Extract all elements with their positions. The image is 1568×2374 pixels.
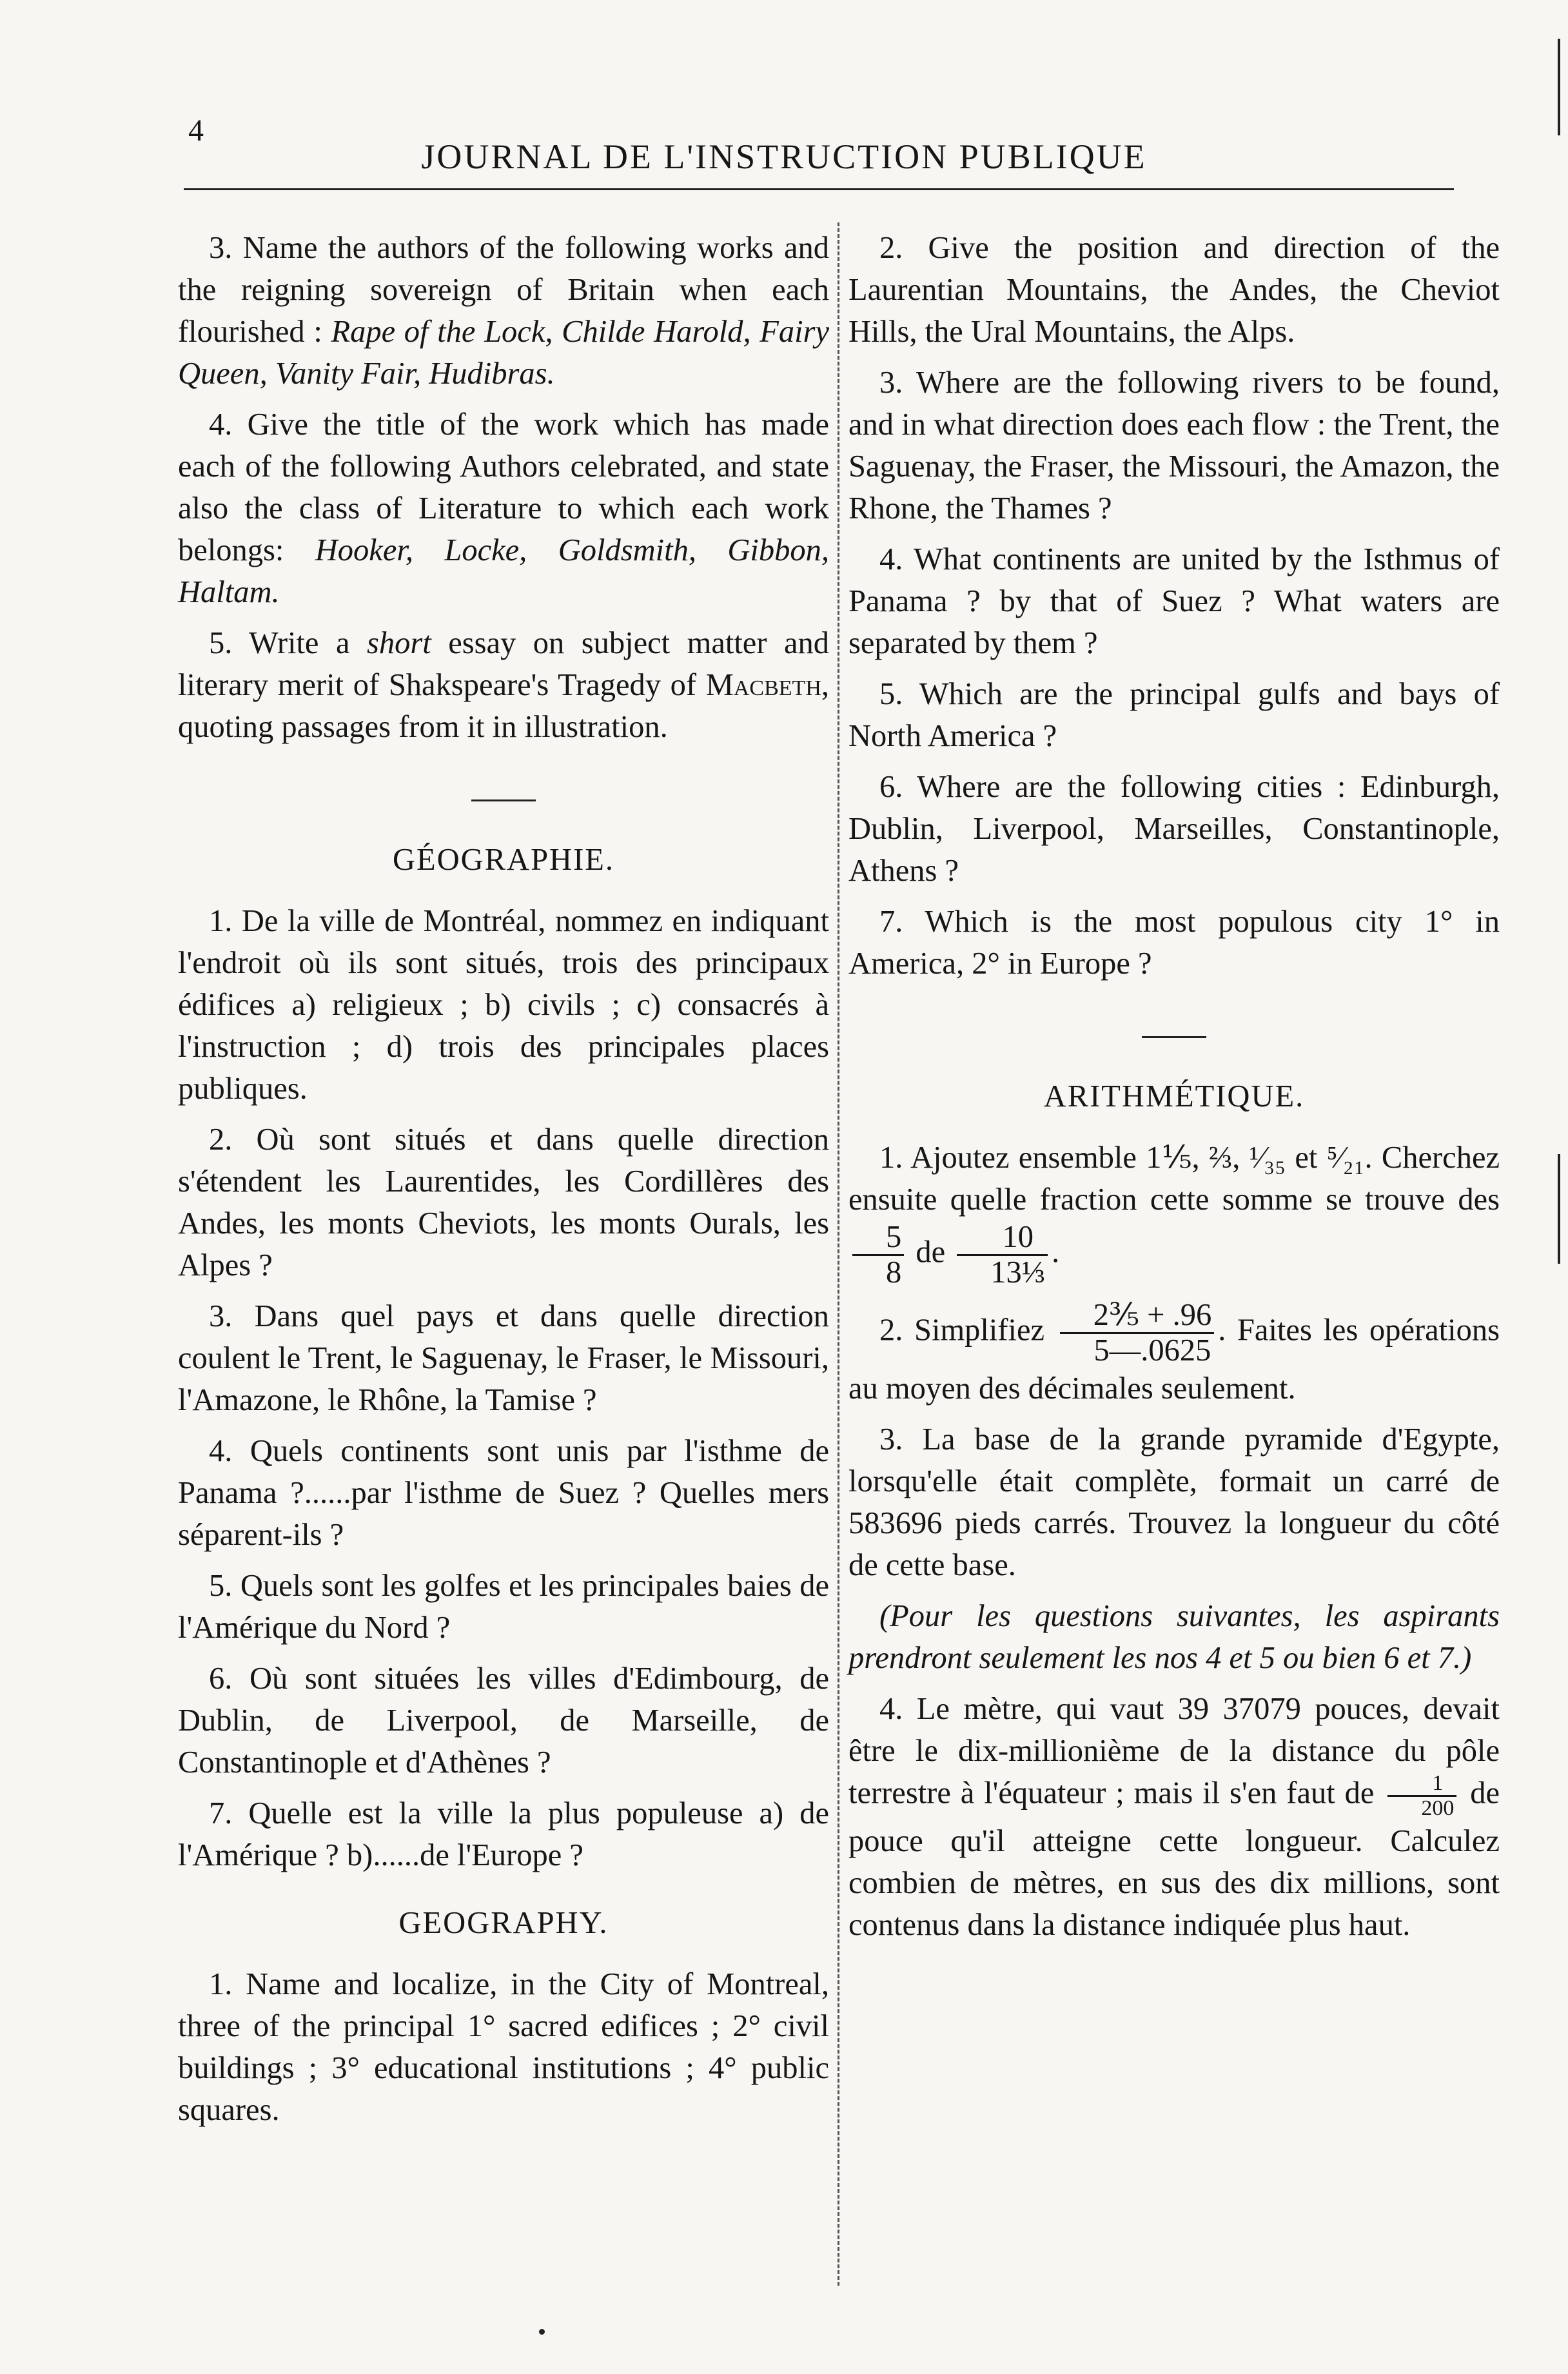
geography-question-2: 2. Give the position and direction of the Laurentian Mountains, the Andes, the Cheviot Hills, the Ural Mountains, the Alps.: [848, 231, 1500, 349]
geography-question-1: 1. Name and localize, in the City of Montreal, three of the principal 1° sacred edifices ; 2° civil buildings ; 3° educational institutions ; 4° public squares.: [178, 1967, 829, 2127]
geographie-question-7: 7. Quelle est la ville la plus populeuse a) de l'Amérique ? b)......de l'Europe ?: [178, 1796, 829, 1872]
geography-question-5: 5. Which are the principal gulfs and bays of North America ?: [848, 677, 1500, 753]
fraction: $\frac{5}{8}$: [852, 1221, 904, 1290]
geographie-question-3: 3. Dans quel pays et dans quelle direction coulent le Trent, le Saguenay, le Fraser, le Missouri, l'Amazone, le Rhône, la Tamise ?: [178, 1299, 829, 1417]
arithmetique-heading: ARITHMÉTIQUE.: [1043, 1079, 1305, 1113]
geographie-question-6: 6. Où sont situées les villes d'Edimbourg, de Dublin, de Liverpool, de Marseille, de Constantinople et d'Athènes ?: [178, 1662, 829, 1780]
page-dot: [539, 2329, 545, 2335]
fraction: $\frac{10}{\text{13⅓}}$: [957, 1221, 1048, 1290]
geography-question-6: 6. Where are the following cities : Edinburgh, Dublin, Liverpool, Marseilles, Constantinople, Athens ?: [848, 770, 1500, 888]
geographie-heading: GÉOGRAPHIE.: [393, 843, 614, 877]
geographie-question-1: 1. De la ville de Montréal, nommez en indiquant l'endroit où ils sont situés, trois des principaux édifices a) religieux ; b) civils ; c) consacrés à l'instruction ; d) trois des principales places publiques.: [178, 904, 829, 1106]
journal-title: JOURNAL DE L'INSTRUCTION PUBLIQUE: [421, 137, 1147, 176]
scan-edge-mark: [1558, 39, 1560, 135]
literature-question-4: 4. Give the title of the work which has made each of the following Authors celebrated, and state also the class of Literature to which each work belongs: Hooker, Locke, Goldsmith, Gibbon, Haltam.: [178, 407, 829, 609]
scan-edge-mark: [1558, 1154, 1560, 1264]
geographie-question-2: 2. Où sont situés et dans quelle direction s'étendent les Laurentides, les Cordillères des Andes, les monts Cheviots, les monts Ourals, les Alpes ?: [178, 1123, 829, 1282]
arithmetique-question-3: 3. La base de la grande pyramide d'Egypte, lorsqu'elle était complète, formait un carré de 583696 pieds carrés. Trouvez la longueur du côté de cette base.: [848, 1422, 1500, 1582]
arithmetique-note: (Pour les questions suivantes, les aspirants prendront seulement les nos 4 et 5 ou bien 6 et 7.): [848, 1599, 1500, 1675]
column-divider: [838, 222, 839, 2286]
literature-question-3: 3. Name the authors of the following works and the reigning sovereign of Britain when each flourished : Rape of the Lock, Childe Harold, Fairy Queen, Vanity Fair, Hudibras.: [178, 231, 829, 391]
arithmetique-question-2: 2. Simplifiez $\frac{\text{2⅗ + .96}}{5—.0625}$ . Faites les opérations au moyen des décimales seulement.: [848, 1298, 1500, 1406]
section-divider: [471, 800, 536, 801]
section-divider: [1142, 1036, 1206, 1038]
geographie-question-5: 5. Quels sont les golfes et les principales baies de l'Amérique du Nord ?: [178, 1569, 829, 1645]
geography-question-3: 3. Where are the following rivers to be found, and in what direction does each flow : the Trent, the Saguenay, the Fraser, the Missouri, the Amazon, the Rhone, the Thames ?: [848, 366, 1500, 525]
literature-question-5: 5. Write a short essay on subject matter and literary merit of Shakspeare's Tragedy of Macbeth, quoting passages from it in illustration.: [178, 626, 829, 744]
page-number: 4: [188, 113, 204, 148]
geography-heading: GEOGRAPHY.: [398, 1906, 609, 1940]
geography-question-7: 7. Which is the most populous city 1° in America, 2° in Europe ?: [848, 905, 1500, 981]
geographie-question-4: 4. Quels continents sont unis par l'isthme de Panama ?......par l'isthme de Suez ? Quelles mers séparent-ils ?: [178, 1434, 829, 1552]
right-column: [848, 227, 1500, 1955]
arithmetique-question-1: 1. Ajoutez ensemble 1⅕, ⅔, ¹⁄₃₅ et ⁵⁄₂₁. Cherchez ensuite quelle fraction cette somme se trouve des $\frac{5}{8}$ de $\frac{10}{\text{13⅓}}$ .: [848, 1141, 1500, 1290]
fraction: $\frac{1}{200}$: [1387, 1772, 1456, 1820]
fraction: $\frac{\text{2⅗ + .96}}{5—.0625}$: [1060, 1299, 1215, 1368]
header-rule: [184, 188, 1454, 190]
left-column: [178, 227, 829, 2140]
geography-question-4: 4. What continents are united by the Isthmus of Panama ? by that of Suez ? What waters are separated by them ?: [848, 542, 1500, 660]
arithmetique-question-4: 4. Le mètre, qui vaut 39 37079 pouces, devait être le dix-millionième de la distance du pôle terrestre à l'équateur ; mais il s'en faut de $\frac{1}{200}$ de pouce qu'il atteigne cette longueur. Calculez combien de mètres, en sus des dix millions, sont contenus dans la distance indiquée plus haut.: [848, 1692, 1500, 1942]
